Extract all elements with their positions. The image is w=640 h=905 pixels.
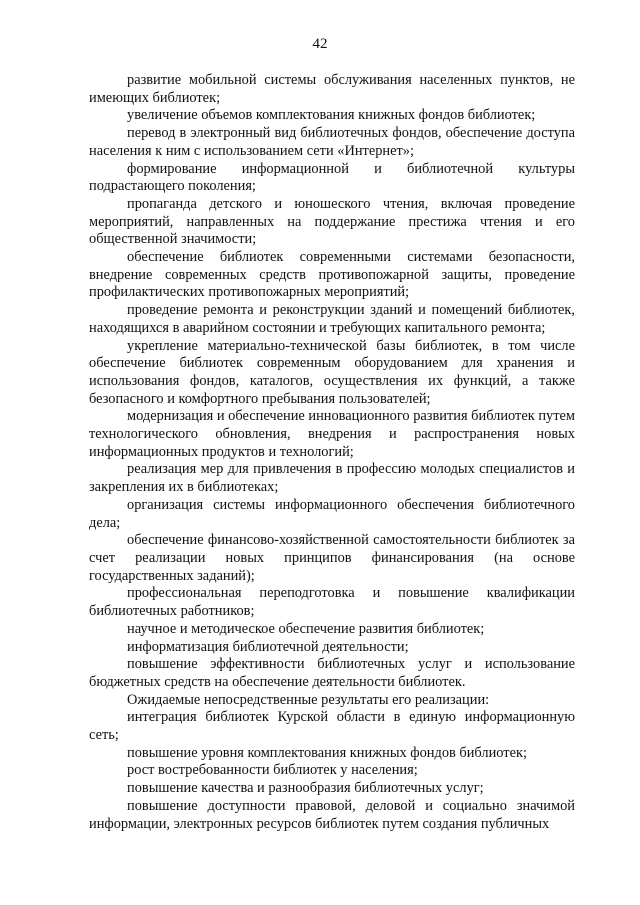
paragraph: организация системы информационного обеспечения библиотечного дела; xyxy=(89,496,575,531)
document-body xyxy=(89,72,575,833)
paragraph: формирование информационной и библиотечной культуры подрастающего поколения; xyxy=(89,160,575,195)
paragraph: перевод в электронный вид библиотечных фондов, обеспечение доступа населения к ним с использованием сети «Интернет»; xyxy=(89,125,575,159)
paragraph: развитие мобильной системы обслуживания населенных пунктов, не имеющих библиотек; xyxy=(89,72,575,106)
paragraph: информатизация библиотечной деятельности; xyxy=(127,638,409,655)
paragraph: проведение ремонта и реконструкции зданий и помещений библиотек, находящихся в аварийном состоянии и требующих капитального ремонта; xyxy=(89,302,575,336)
paragraph: повышение качества и разнообразия библиотечных услуг; xyxy=(127,780,484,797)
paragraph: повышение эффективности библиотечных услуг и использование бюджетных средств на обеспечение деятельности библиотек. xyxy=(89,656,575,690)
paragraph: увеличение объемов комплектования книжных фондов библиотек; xyxy=(127,107,536,124)
paragraph: повышение уровня комплектования книжных фондов библиотек; xyxy=(127,744,527,761)
page-number: 42 xyxy=(312,36,328,52)
paragraph: рост востребованности библиотек у населения; xyxy=(127,762,418,779)
paragraph: обеспечение финансово-хозяйственной самостоятельности библиотек за счет реализации новых принципов финансирования (на основе государственных заданий); xyxy=(89,532,575,584)
paragraph: укрепление материально-технической базы библиотек, в том числе обеспечение библиотек современным оборудованием для хранения и использования фондов, каталогов, осуществления их функций, а также безопасного и комфортного пребывания пользователей; xyxy=(89,337,575,407)
paragraph: модернизация и обеспечение инновационного развития библиотек путем технологического обновления, внедрения и распространения новых информационных продуктов и технологий; xyxy=(89,408,575,460)
paragraph: пропаганда детского и юношеского чтения, включая проведение мероприятий, направленных на поддержание престижа чтения и его общественной значимости; xyxy=(89,195,575,248)
paragraph: реализация мер для привлечения в профессию молодых специалистов и закрепления их в библиотеках; xyxy=(89,461,575,496)
paragraph: профессиональная переподготовка и повышение квалификации библиотечных работников; xyxy=(89,585,575,620)
paragraph: интеграция библиотек Курской области в единую информационную сеть; xyxy=(89,709,575,744)
paragraph: научное и методическое обеспечение развития библиотек; xyxy=(127,620,485,637)
paragraph: обеспечение библиотек современными системами безопасности, внедрение современных средств противопожарной защиты, проведение профилактических противопожарных мероприятий; xyxy=(89,249,575,301)
paragraph: повышение доступности правовой, деловой и социально значимой информации, электронных ресурсов библиотек путем создания публичных xyxy=(89,797,575,832)
paragraph: Ожидаемые непосредственные результаты его реализации: xyxy=(127,691,490,708)
